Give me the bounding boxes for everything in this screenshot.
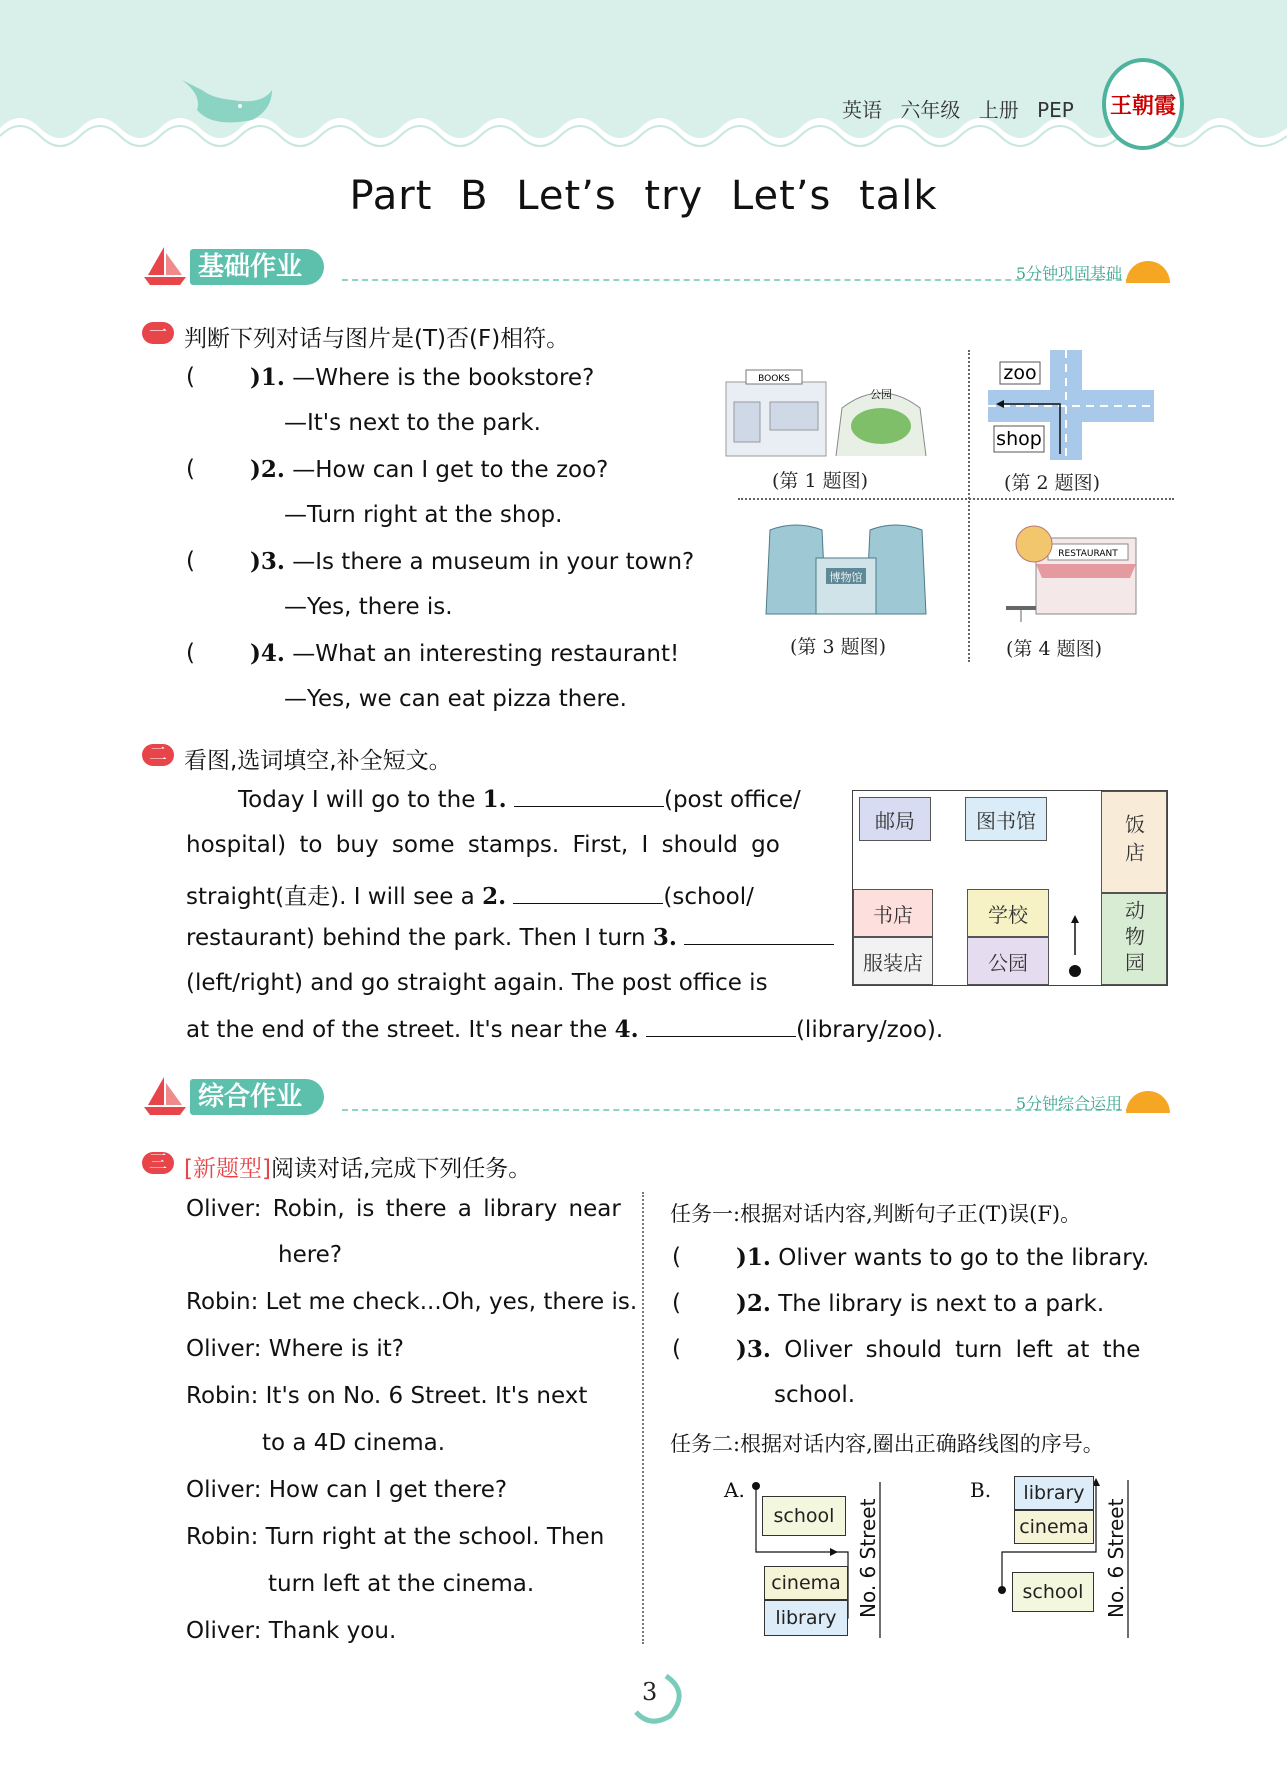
question-number: 三: [142, 1152, 174, 1174]
section-subtitle: 5分钟综合运用: [1015, 1094, 1122, 1113]
town-map: [852, 790, 1168, 986]
route-a-cinema: cinema: [764, 1566, 848, 1600]
route-a-street-label: No. 6 Street: [856, 1498, 880, 1618]
task1-item-1: )1. Oliver wants to go to the library.: [736, 1244, 1150, 1271]
section-subtitle: 5分钟巩固基础: [1015, 264, 1122, 283]
route-b-school: school: [1012, 1572, 1094, 1612]
map-restaurant: 饭店: [1101, 791, 1167, 893]
dialogue-line: Robin: It's on No. 6 Street. It's next: [186, 1383, 588, 1409]
route-a-library: library: [764, 1600, 848, 1636]
passage-line-4: restaurant) behind the park. Then I turn 3.: [186, 924, 834, 951]
brand-name: 王朝霞: [1109, 92, 1176, 119]
route-a-school: school: [762, 1496, 846, 1536]
question-number: 一: [142, 322, 174, 344]
answer-paren: (: [672, 1244, 681, 1270]
answer-paren: (: [186, 640, 195, 666]
passage-line-6: at the end of the street. It's near the 4. (library/zoo).: [186, 1016, 944, 1043]
blank-4[interactable]: [646, 1017, 796, 1037]
passage-line-2: hospital) to buy some stamps. First, I should go: [186, 832, 780, 858]
blank-2[interactable]: [513, 884, 663, 904]
section-bar-basic: [142, 243, 1182, 291]
header-meta: [842, 94, 1074, 123]
picture-caption-4: (第 4 题图): [1006, 638, 1102, 660]
edition-label: PEP: [1037, 98, 1074, 122]
q1-item-1-line-b: —It's next to the park.: [284, 410, 541, 436]
grid-divider-horizontal: [738, 498, 1174, 500]
question-instruction: 看图,选词填空,补全短文。: [184, 748, 452, 774]
task1-item-3-cont: school.: [774, 1382, 856, 1408]
question-instruction: [新题型]阅读对话,完成下列任务。: [184, 1156, 532, 1182]
map-post-office: 邮局: [859, 797, 931, 841]
column-divider: [642, 1192, 644, 1644]
map-library: 图书馆: [965, 797, 1047, 841]
new-type-tag: [新题型]: [184, 1156, 271, 1182]
start-arrow-icon: [1063, 915, 1087, 979]
blank-3[interactable]: [684, 925, 834, 945]
route-b-label: B.: [970, 1478, 992, 1502]
brand-seal: [1102, 58, 1184, 150]
page-number-swirl: [626, 1670, 690, 1726]
sailboat-icon: [142, 243, 188, 289]
route-b-cinema: cinema: [1014, 1510, 1094, 1544]
q1-item-4-line-a: )4. —What an interesting restaurant!: [250, 640, 680, 667]
map-clothes-shop: 服装店: [853, 937, 933, 985]
q1-item-3-line-a: )3. —Is there a museum in your town?: [250, 548, 695, 575]
picture-caption-2: (第 2 题图): [1004, 472, 1100, 494]
answer-paren: (: [186, 548, 195, 574]
page-number: 3: [642, 1678, 658, 1706]
museum-picture: [756, 518, 936, 618]
svg-text:zoo: zoo: [1003, 362, 1037, 384]
blank-1[interactable]: [514, 787, 664, 807]
grade-label: 六年级: [900, 98, 961, 122]
dialogue-line: to a 4D cinema.: [262, 1430, 446, 1456]
q1-item-2-line-b: —Turn right at the shop.: [284, 502, 563, 528]
passage-line-5: (left/right) and go straight again. The post office is: [186, 970, 768, 996]
picture-caption-3: (第 3 题图): [790, 636, 886, 658]
question-number: 二: [142, 744, 174, 766]
task1-item-3: )3. Oliver should turn left at the: [736, 1336, 1141, 1363]
question-instruction: 判断下列对话与图片是(T)否(F)相符。: [184, 326, 570, 352]
dialogue-line: Oliver: Thank you.: [186, 1618, 397, 1644]
dialogue-line: Oliver: Robin, is there a library near: [186, 1196, 621, 1222]
answer-paren: (: [186, 456, 195, 482]
section-label: 基础作业: [190, 249, 324, 285]
dialogue-line: Oliver: How can I get there?: [186, 1477, 508, 1503]
answer-paren: (: [672, 1336, 681, 1362]
subject-label: 英语: [842, 98, 882, 122]
svg-text:博物馆: 博物馆: [829, 571, 863, 584]
dialogue-line: here?: [278, 1242, 343, 1268]
page-title: Part B Let’s try Let’s talk: [349, 173, 938, 219]
map-zoo: 动物园: [1101, 893, 1167, 985]
svg-text:RESTAURANT: RESTAURANT: [1058, 549, 1118, 559]
answer-paren: (: [672, 1290, 681, 1316]
section-label: 综合作业: [190, 1079, 324, 1115]
map-park: 公园: [967, 937, 1049, 985]
dialogue-line: Robin: Turn right at the school. Then: [186, 1524, 605, 1550]
restaurant-picture: [996, 518, 1146, 628]
map-bookstore: 书店: [853, 889, 933, 937]
sun-icon: [1126, 261, 1170, 283]
section-bar-comprehensive: [142, 1073, 1182, 1121]
answer-paren: (: [186, 364, 195, 390]
dialogue-line: Oliver: Where is it?: [186, 1336, 404, 1362]
map-school: 学校: [967, 889, 1049, 937]
dialogue-line: turn left at the cinema.: [268, 1571, 535, 1597]
volume-label: 上册: [978, 98, 1019, 122]
svg-text:shop: shop: [996, 428, 1042, 450]
dialogue-line: Robin: Let me check...Oh, yes, there is.: [186, 1289, 638, 1315]
route-b-street-label: No. 6 Street: [1104, 1498, 1128, 1618]
svg-text:公园: 公园: [870, 388, 892, 401]
route-b-library: library: [1014, 1476, 1094, 1510]
task2-heading: 任务二:根据对话内容,圈出正确路线图的序号。: [670, 1432, 1104, 1456]
q1-item-3-line-b: —Yes, there is.: [284, 594, 453, 620]
sun-icon: [1126, 1091, 1170, 1113]
q1-item-4-line-b: —Yes, we can eat pizza there.: [284, 686, 627, 712]
passage-line-1: Today I will go to the 1. (post office/: [238, 786, 801, 813]
zoo-shop-map: [988, 350, 1154, 460]
passage-line-3: straight(直走). I will see a 2. (school/: [186, 883, 754, 910]
whale-icon: [172, 70, 282, 130]
route-a-label: A.: [724, 1478, 745, 1502]
svg-text:BOOKS: BOOKS: [758, 374, 790, 384]
sailboat-icon: [142, 1073, 188, 1119]
picture-caption-1: (第 1 题图): [772, 470, 868, 492]
grid-divider-vertical: [968, 350, 970, 662]
task1-heading: 任务一:根据对话内容,判断句子正(T)误(F)。: [670, 1202, 1082, 1226]
bookstore-park-picture: [716, 368, 956, 464]
q1-item-1-line-a: )1. —Where is the bookstore?: [250, 364, 595, 391]
task1-item-2: )2. The library is next to a park.: [736, 1290, 1105, 1317]
q1-item-2-line-a: )2. —How can I get to the zoo?: [250, 456, 609, 483]
